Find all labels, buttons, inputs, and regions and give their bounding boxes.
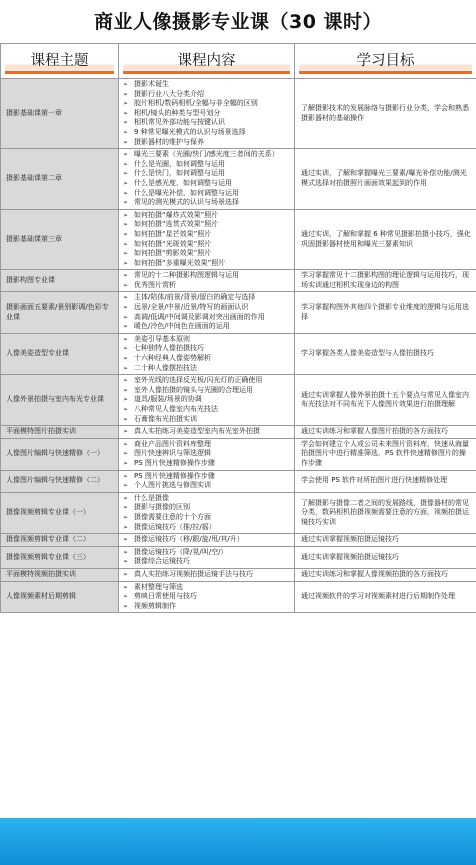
content-list (123, 80, 292, 147)
header-content-label: 课程内容 (123, 48, 290, 74)
content-item: ➢ 真人实拍练习美姿造型室内布光室外拍摄 (123, 427, 292, 437)
learning-goal: 学会如何建立个人或公司未来图片资料库，快速从海量拍摄图片中进行精准筛选，PS 软件快速精修图片的操作步骤 (295, 438, 476, 470)
content-item: ➢ 曝光三要素（光圈/快门/感光度三者间的关系） (123, 150, 292, 160)
content-list (123, 150, 292, 208)
course-topic: 摄影基础课第一章 (1, 79, 119, 149)
table-row (1, 568, 476, 581)
course-content (119, 149, 295, 210)
table-row (1, 438, 476, 470)
content-item: ➢ 相机常见外部功能与按键认识 (123, 118, 292, 128)
course-topic: 人像视频素材后期剪辑 (1, 581, 119, 613)
content-item: ➢ 美姿引导基本原则 (123, 335, 292, 345)
course-topic: 人像外景拍摄与室内布光专业课 (1, 375, 119, 426)
table-row (1, 209, 476, 270)
page-title: 商业人像摄影专业课（30 课时） (93, 10, 383, 33)
content-item: ➢ 摄影器材的维护与保养 (123, 138, 292, 148)
learning-goal: 通过实训，了解和掌握曝光三要素/曝光补偿功能/测光模式选择对拍摄照片画面效果起到的作用 (295, 149, 476, 210)
content-item: ➢ 如何拍摄“爆炸式效果”照片 (123, 211, 292, 221)
content-list (123, 548, 292, 567)
content-item: ➢ 什么是摄像 (123, 494, 292, 504)
course-topic: 摄像视频剪辑专业课（一） (1, 492, 119, 533)
content-list (123, 535, 292, 545)
content-list (123, 211, 292, 269)
course-topic: 人像图片编辑与快速精修（二） (1, 470, 119, 492)
content-list (123, 271, 292, 290)
content-item: ➢ 室外人像拍摄的镜头与光圈的合理运用 (123, 386, 292, 396)
learning-goal: 学习掌握各类人像美姿造型与人像拍摄技巧 (295, 333, 476, 374)
content-item: ➢ 道具/服装/场景的协调 (123, 395, 292, 405)
content-item: ➢ 如何拍摄“多重曝光效果”照片 (123, 259, 292, 269)
course-content (119, 534, 295, 547)
content-item: ➢ 如何拍摄“剪影效果”照片 (123, 249, 292, 259)
content-item: ➢ 什么是曝光补偿，如何调整与运用 (123, 189, 292, 199)
course-content (119, 79, 295, 149)
content-item: ➢ 摄影术诞生 (123, 80, 292, 90)
content-item: ➢ 优秀图片赏析 (123, 281, 292, 291)
content-item: ➢ 摄像运镜技巧（移/跟/旋/甩/其/升） (123, 535, 292, 545)
content-item: ➢ 什么是快门，如何调整与运用 (123, 169, 292, 179)
content-list (123, 472, 292, 491)
learning-goal: 通过实训掌握视频拍摄运镜技巧 (295, 534, 476, 547)
learning-goal: 学习掌握常见十二摄影构图的理论逻辑与运用技巧，现场实训通过相机实现身边的构图 (295, 270, 476, 292)
learning-goal: 通过实训练习和掌握人像图片拍摄的各方面技巧 (295, 426, 476, 439)
course-topic: 摄像视频剪辑专业课（三） (1, 546, 119, 568)
table-row (1, 333, 476, 374)
learning-goal: 通过实训掌握人像外景拍摄十五个要点与常见人像室内布光技法对不同布光下人像图片效果进行拍摄理解 (295, 375, 476, 426)
header-topic-label: 课程主题 (5, 48, 114, 74)
table-row (1, 149, 476, 210)
content-item: ➢ PS 图片快速精修操作步骤 (123, 472, 292, 482)
table-row (1, 534, 476, 547)
course-topic: 摄像视频剪辑专业课（二） (1, 534, 119, 547)
course-content (119, 581, 295, 613)
content-item: ➢ 室外光线的选择反光板/闪光灯的正确使用 (123, 376, 292, 386)
content-list (123, 376, 292, 424)
content-item: ➢ 石膏像布光拍摄实训 (123, 415, 292, 425)
content-list (123, 583, 292, 612)
learning-goal: 通过实训，了解和掌握 6 种常见摄影拍摄小技巧，强化巩固摄影器材使用和曝光三要素知识 (295, 209, 476, 270)
content-item: ➢ 胶片相机/数码相机/全幅与非全幅的区别 (123, 99, 292, 109)
footer-band (0, 818, 476, 865)
content-item: ➢ 摄影与摄像的区别 (123, 503, 292, 513)
content-item: ➢ 如何拍摄“连贯式效果”照片 (123, 220, 292, 230)
content-list (123, 293, 292, 331)
table-row (1, 270, 476, 292)
content-item: ➢ 如何拍摄“光斑效果”照片 (123, 240, 292, 250)
content-item: ➢ 常见的十二种摄影构图逻辑与运用 (123, 271, 292, 281)
course-content (119, 546, 295, 568)
table-row (1, 546, 476, 568)
content-item: ➢ 八种常见人像室内布光技法 (123, 405, 292, 415)
content-item: ➢ 十六种经典人像姿势解析 (123, 354, 292, 364)
course-content (119, 470, 295, 492)
content-item: ➢ 真人实拍练习视频拍摄运镜手法与技巧 (123, 570, 292, 580)
table-row (1, 426, 476, 439)
course-content (119, 292, 295, 333)
learning-goal: 学习掌握构图外其他四个摄影专业维度的逻辑与运用选择 (295, 292, 476, 333)
content-item: ➢ 高调/低调/中间调及影调对突出画面的作用 (123, 313, 292, 323)
course-content (119, 426, 295, 439)
content-item: ➢ 素材整理与筛选 (123, 583, 292, 593)
content-item: ➢ 七种独特人像拍摄技巧 (123, 344, 292, 354)
content-item: ➢ 二十种人像摆拍技法 (123, 364, 292, 374)
course-content (119, 375, 295, 426)
content-item: ➢ 摄像运镜技巧（推/拉/摇） (123, 523, 292, 533)
table-row (1, 292, 476, 333)
content-item: ➢ 图片快速辨识与筛选逻辑 (123, 449, 292, 459)
content-item: ➢ 远景/全景/中景/近景/特写的画面认识 (123, 303, 292, 313)
header-topic-cell (1, 44, 119, 79)
content-list (123, 570, 292, 580)
content-item: ➢ 摄像运镜技巧（降/晃/叫/空/） (123, 548, 292, 558)
course-topic: 摄影构图专业课 (1, 270, 119, 292)
learning-goal: 学会使用 PS 软件对所拍图片进行快速精修处理 (295, 470, 476, 492)
content-item: ➢ 什么是感光度，如何调整与运用 (123, 179, 292, 189)
table-row (1, 581, 476, 613)
table-header-row (1, 44, 476, 79)
course-content (119, 270, 295, 292)
course-topic: 人像图片编辑与快速精修（一） (1, 438, 119, 470)
course-topic: 人像美姿造型专业课 (1, 333, 119, 374)
course-table (0, 43, 476, 613)
table-row (1, 470, 476, 492)
content-item: ➢ 个人图片挑选与修图实训 (123, 481, 292, 491)
course-topic: 平面模特视频拍摄实训 (1, 568, 119, 581)
learning-goal: 通过实训掌握视频拍摄运镜技巧 (295, 546, 476, 568)
learning-goal: 通过实训练习和掌握人像视频拍摄的各方面技巧 (295, 568, 476, 581)
course-content (119, 333, 295, 374)
header-goal-label: 学习目标 (299, 48, 472, 74)
content-list (123, 335, 292, 373)
learning-goal: 了解摄影技术的发展脉络与摄影行业分类，学会和熟悉摄影器材的基础操作 (295, 79, 476, 149)
table-row (1, 79, 476, 149)
content-item: ➢ 摄影行业八大分类介绍 (123, 90, 292, 100)
content-item: ➢ 摄像需要注意的十个方面 (123, 513, 292, 523)
content-item: ➢ 如何拍摄“星芒效果”照片 (123, 230, 292, 240)
content-item: ➢ 9 种常见曝光模式的认识与场景选择 (123, 128, 292, 138)
course-topic: 摄影基础课第三章 (1, 209, 119, 270)
content-item: ➢ 剪映日常使用与技巧 (123, 592, 292, 602)
header-content-cell (119, 44, 295, 79)
course-content (119, 492, 295, 533)
table-row (1, 375, 476, 426)
content-item: ➢ 视频剪辑制作 (123, 602, 292, 612)
course-topic: 摄影基础课第二章 (1, 149, 119, 210)
content-item: ➢ 什么是光圈，如何调整与运用 (123, 160, 292, 170)
content-list (123, 494, 292, 532)
content-item: ➢ 摄像综合运镜技巧 (123, 557, 292, 567)
content-item: ➢ 商业产品图片资料库整理 (123, 440, 292, 450)
content-list (123, 440, 292, 469)
course-content (119, 438, 295, 470)
content-item: ➢ 相机/镜头的种类与型号划分 (123, 109, 292, 119)
course-content (119, 568, 295, 581)
table-body (1, 79, 476, 613)
content-item: ➢ PS 图片快速精修操作步骤 (123, 459, 292, 469)
table-row (1, 492, 476, 533)
content-item: ➢ 常见的测光模式的认识与场景选择 (123, 198, 292, 208)
header-goal-cell (295, 44, 476, 79)
course-topic: 平面模特图片拍摄实训 (1, 426, 119, 439)
content-item: ➢ 暖色/冷色/中间色在画面的运用 (123, 322, 292, 332)
learning-goal: 通过视频软件的学习对视频素材进行后期制作处理 (295, 581, 476, 613)
learning-goal: 了解摄影与摄像二者之间的发展路线，摄像器材的常见分类，数码相机拍摄视频需要注意的方面，视频拍摄运镜技巧实训 (295, 492, 476, 533)
course-topic: 摄影画面五要素/景别影调/色彩专业课 (1, 292, 119, 333)
course-content (119, 209, 295, 270)
content-list (123, 427, 292, 437)
content-item: ➢ 主体/陪体/前景/背景/留白的确定与选择 (123, 293, 292, 303)
